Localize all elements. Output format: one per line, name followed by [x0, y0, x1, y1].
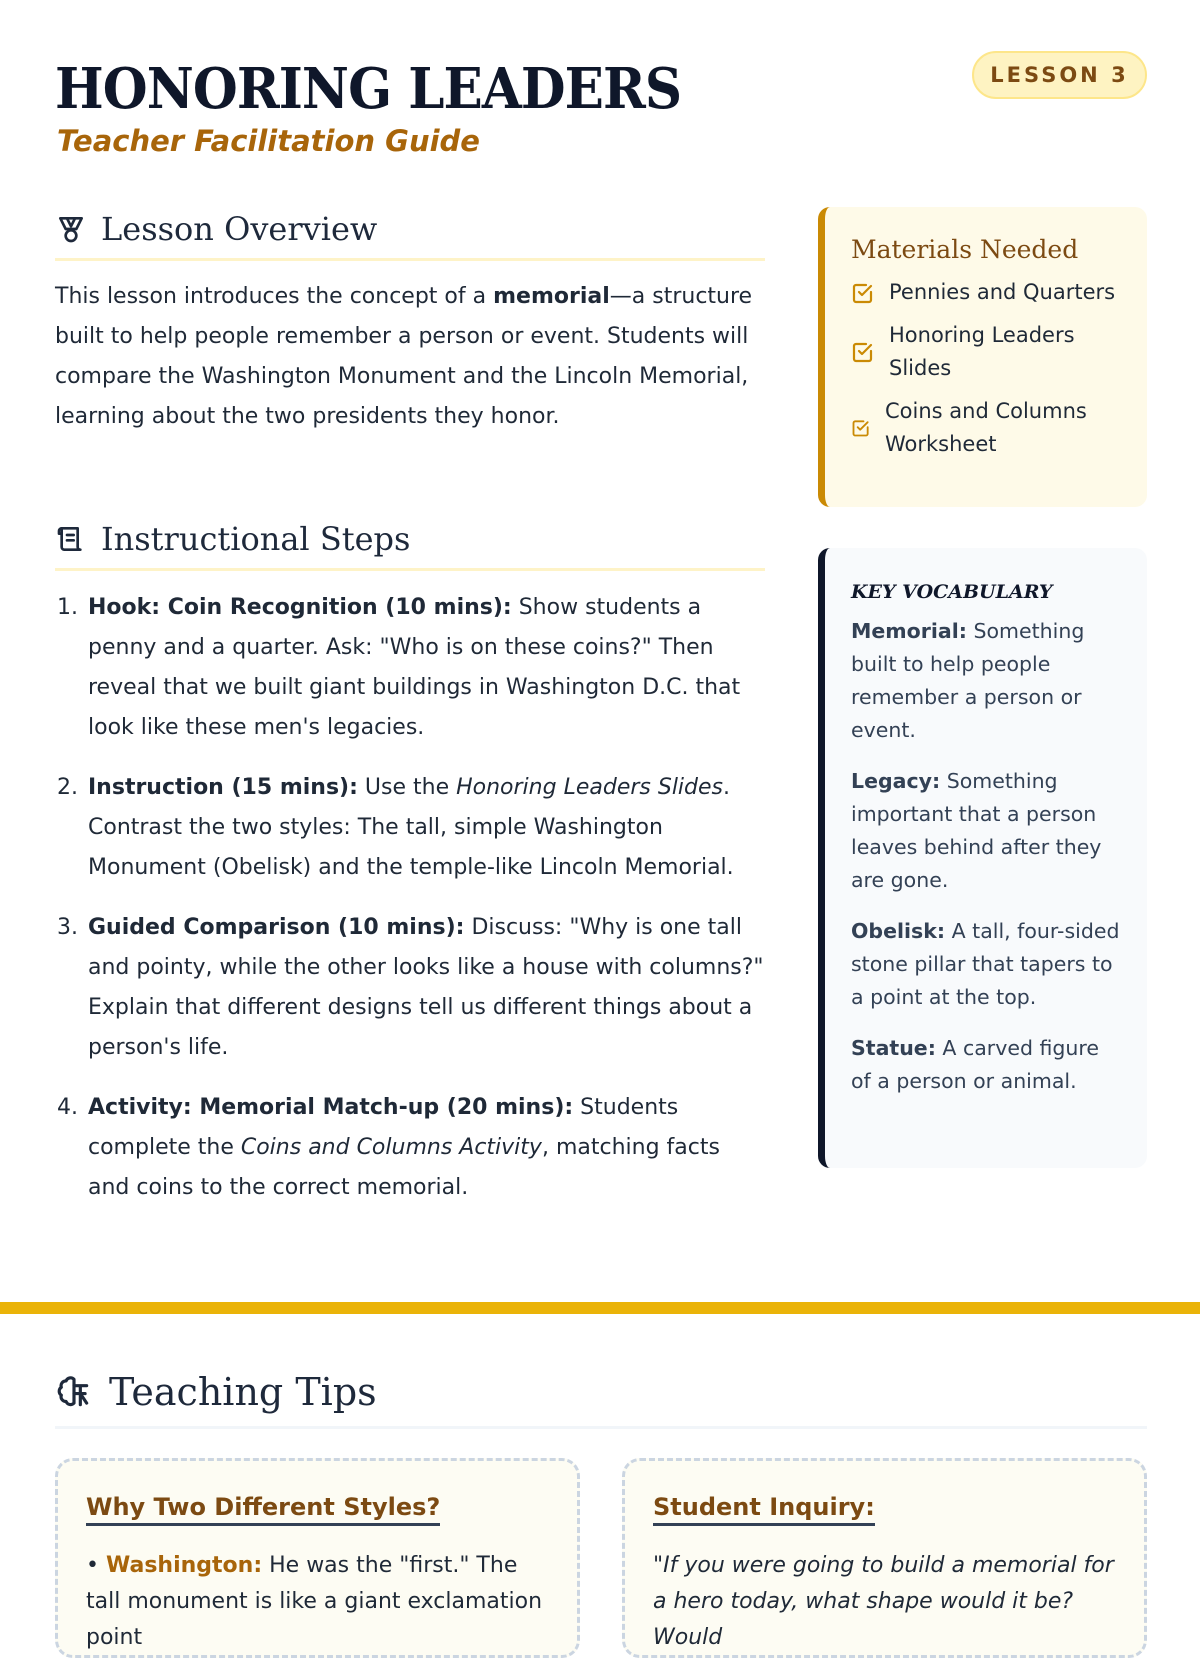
lesson-badge: LESSON 3 — [972, 51, 1147, 99]
material-label: Pennies and Quarters — [889, 280, 1116, 304]
step-text: Show students a penny and a quarter. Ask: "Who is on these coins?" Then reveal that we built giant buildings in Washington D.C. that look like these men's legacies. — [88, 595, 741, 740]
tip-card — [622, 1458, 1147, 1658]
overview-heading-text: Lesson Overview — [101, 210, 378, 248]
vocab-term: Obelisk: — [851, 919, 946, 943]
tips-heading — [55, 1370, 1147, 1429]
checkbox-checked-icon — [851, 418, 871, 438]
medal-icon — [55, 213, 87, 245]
step-emphasis: Honoring Leaders Slides — [456, 775, 723, 800]
vocab-definition: A tall, four-sided stone pillar that tapers to a point at the top. — [851, 919, 1120, 1009]
step-text: Discuss: "Why is one tall and pointy, while the other looks like a house with columns?" Explain that different designs tell us different things about a person's life. — [88, 915, 764, 1060]
scroll-icon — [55, 523, 87, 555]
checkbox-checked-icon — [851, 281, 875, 305]
step-text: Use the — [357, 775, 457, 800]
materials-box — [818, 207, 1147, 507]
vocab-entry — [851, 615, 1121, 747]
vocab-definition: Something built to help people remember a person or event. — [851, 619, 1085, 742]
section-divider — [0, 1302, 1200, 1314]
step-emphasis: Coins and Columns Activity — [240, 1135, 542, 1160]
step-text: Students complete the — [88, 1095, 679, 1160]
step-number: 4. — [57, 1095, 78, 1120]
materials-heading: Materials Needed — [851, 235, 1079, 264]
tip-card-title: Student Inquiry: — [653, 1493, 875, 1526]
tip-card-title: Why Two Different Styles? — [86, 1493, 440, 1526]
checkbox-checked-icon — [851, 340, 875, 364]
page-subtitle: Teacher Facilitation Guide — [57, 124, 480, 158]
tip-label: Washington: — [105, 1553, 263, 1578]
page-title: HONORING LEADERS — [55, 56, 682, 122]
step-title: Hook: Coin Recognition (10 mins): — [88, 595, 512, 620]
step-title: Instruction (15 mins): — [88, 775, 358, 800]
step-item — [55, 588, 767, 748]
vocab-definition: A carved figure of a person or animal. — [851, 1036, 1100, 1093]
brain-icon — [55, 1373, 93, 1411]
vocab-term: Memorial: — [851, 619, 967, 643]
step-item — [55, 908, 767, 1068]
vocabulary-box — [818, 548, 1147, 1168]
material-item — [851, 276, 1147, 309]
material-item — [851, 395, 1147, 461]
step-text: . Contrast the two styles: The tall, simple Washington Monument (Obelisk) and the temple-like Lincoln Memorial. — [88, 775, 734, 880]
overview-heading — [55, 210, 765, 261]
overview-text — [55, 277, 767, 437]
step-text: , matching facts and coins to the correct memorial. — [88, 1135, 720, 1200]
tip-text: He was the "first." The tall monument is like a giant exclamation point — [86, 1553, 543, 1650]
vocab-entry — [851, 765, 1121, 897]
tip-card-text: "If you were going to build a memorial for a hero today, what shape would it be? Would — [653, 1553, 1114, 1650]
steps-heading — [55, 520, 765, 571]
tip-card — [55, 1458, 580, 1658]
tips-heading-text: Teaching Tips — [109, 1370, 377, 1414]
vocab-term: Legacy: — [851, 769, 941, 793]
steps-list — [55, 588, 767, 1228]
material-item — [851, 319, 1147, 385]
step-title: Guided Comparison (10 mins): — [88, 915, 465, 940]
overview-text-part: —a structure built to help people remember a person or event. Students will compare the Washington Monument and the Lincoln Memorial, learning about the two presidents they honor. — [55, 284, 753, 429]
step-number: 1. — [57, 595, 78, 620]
vocab-entry — [851, 1032, 1121, 1098]
tip-card-text: • Washington: He was the "first." The tall monument is like a giant exclamation point — [86, 1553, 543, 1650]
vocab-definition: Something important that a person leaves behind after they are gone. — [851, 769, 1102, 892]
step-number: 3. — [57, 915, 78, 940]
material-label: Coins and Columns Worksheet — [885, 399, 1087, 456]
step-item — [55, 768, 767, 888]
step-item — [55, 1088, 767, 1208]
overview-text-part: This lesson introduces the concept of a — [55, 284, 494, 309]
vocab-term: Statue: — [851, 1036, 936, 1060]
step-title: Activity: Memorial Match-up (20 mins): — [88, 1095, 574, 1120]
step-number: 2. — [57, 775, 78, 800]
vocabulary-heading: KEY VOCABULARY — [851, 581, 1053, 603]
material-label: Honoring Leaders Slides — [889, 323, 1075, 380]
steps-heading-text: Instructional Steps — [101, 520, 411, 558]
vocab-entry — [851, 915, 1121, 1014]
overview-bold-term: memorial — [493, 284, 610, 309]
